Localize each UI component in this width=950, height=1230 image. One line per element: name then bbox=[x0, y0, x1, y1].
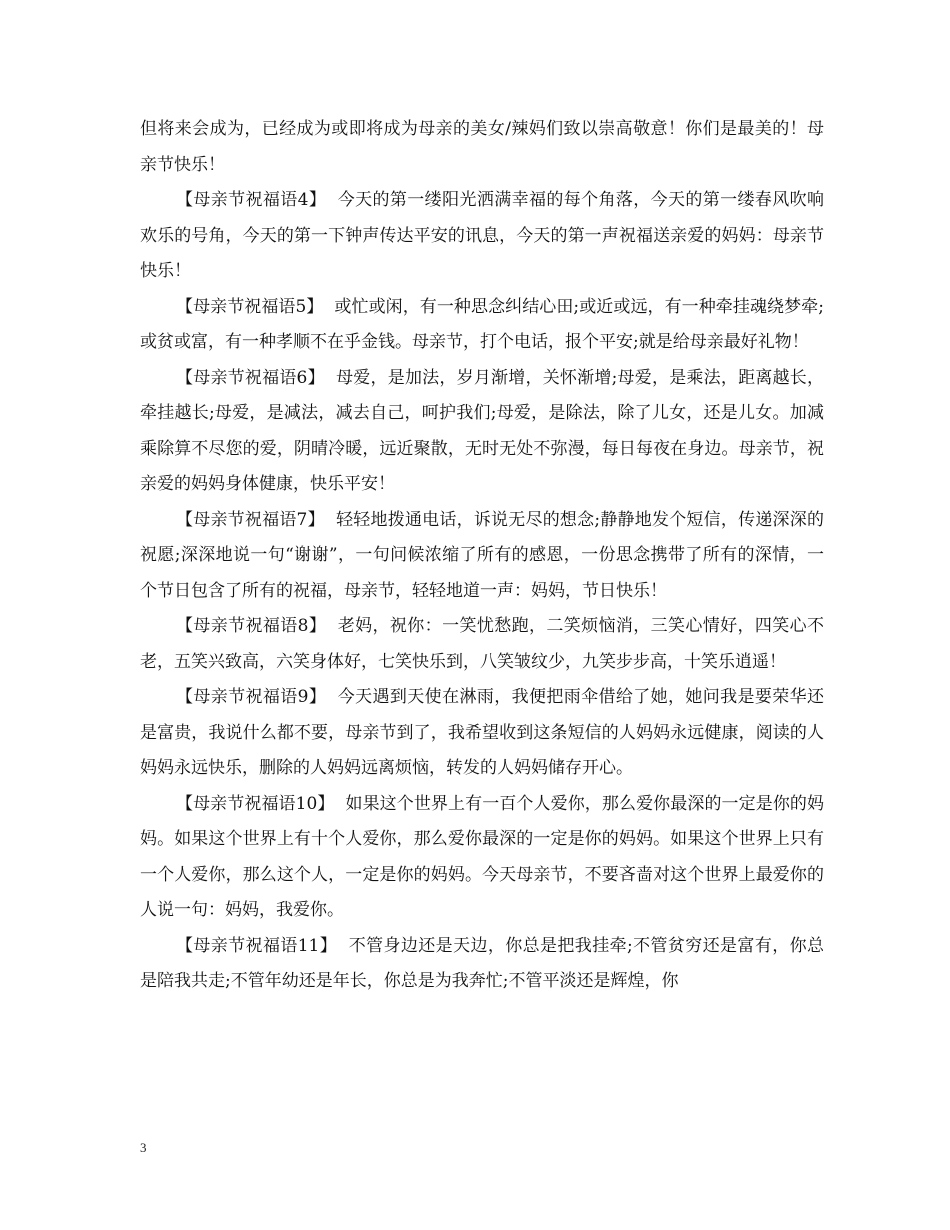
blessing-paragraph-4 bbox=[140, 183, 824, 290]
blessing-text: 老妈，祝你：一笑忧愁跑，二笑烦恼消，三笑心情好，四笑心不老，五笑兴致高，六笑身体好，七笑快乐到，八笑皱纹少，九笑步步高，十笑乐逍遥！ bbox=[140, 616, 824, 672]
blessing-paragraph-11 bbox=[140, 929, 824, 1000]
blessing-paragraph-9 bbox=[140, 680, 824, 787]
continuation-paragraph: 但将来会成为，已经成为或即将成为母亲的美女/辣妈们致以崇高敬意！你们是最美的！母亲节快乐！ bbox=[140, 119, 824, 175]
blessing-text: 轻轻地拨通电话，诉说无尽的想念;静静地发个短信，传递深深的祝愿;深深地说一句“谢谢”，一句问候浓缩了所有的感恩，一份思念携带了所有的深情，一个节日包含了所有的祝福，母亲节，轻轻地道一声：妈妈，节日快乐！ bbox=[140, 509, 824, 601]
blessing-text: 如果这个世界上有一百个人爱你，那么爱你最深的一定是你的妈妈。如果这个世界上有十个人爱你，那么爱你最深的一定是你的妈妈。如果这个世界上只有一个人爱你，那么这个人，一定是你的妈妈。今天母亲节，不要吝啬对这个世界上最爱你的人说一句：妈妈，我爱你。 bbox=[140, 793, 825, 920]
blessing-heading: 【母亲节祝福语6】 bbox=[176, 367, 325, 388]
blessing-paragraph-10 bbox=[140, 787, 824, 929]
blessing-heading: 【母亲节祝福语11】 bbox=[176, 935, 338, 956]
blessing-text: 母爱，是加法，岁月渐增，关怀渐增;母爱，是乘法，距离越长，牵挂越长;母爱，是减法，减去自己，呵护我们;母爱，是除法，除了儿女，还是儿女。加减乘除算不尽您的爱，阴晴冷暖，远近聚散，无时无处不弥漫，每日每夜在身边。母亲节，祝亲爱的妈妈身体健康，快乐平安！ bbox=[140, 367, 824, 494]
blessing-text: 不管身边还是天边，你总是把我挂牵;不管贫穷还是富有，你总是陪我共走;不管年幼还是年长，你总是为我奔忙;不管平淡还是辉煌，你 bbox=[140, 935, 824, 991]
blessing-heading: 【母亲节祝福语4】 bbox=[176, 190, 327, 210]
blessing-heading: 【母亲节祝福语7】 bbox=[176, 509, 325, 530]
document-body bbox=[140, 112, 824, 1000]
blessing-text: 今天遇到天使在淋雨，我便把雨伞借给了她，她问我是要荣华还是富贵，我说什么都不要，母亲节到了，我希望收到这条短信的人妈妈永远健康，阅读的人妈妈永远快乐，删除的人妈妈远离烦恼，转发的人妈妈储存开心。 bbox=[140, 687, 824, 778]
blessing-paragraph-8 bbox=[140, 609, 824, 680]
blessing-paragraph-7 bbox=[140, 503, 824, 610]
blessing-heading: 【母亲节祝福语10】 bbox=[176, 793, 335, 814]
blessing-heading: 【母亲节祝福语5】 bbox=[176, 296, 324, 317]
blessing-heading: 【母亲节祝福语8】 bbox=[176, 616, 327, 636]
blessing-paragraph-6 bbox=[140, 361, 824, 503]
blessing-paragraph-5 bbox=[140, 290, 824, 361]
blessing-text: 今天的第一缕阳光洒满幸福的每个角落，今天的第一缕春风吹响欢乐的号角，今天的第一下钟声传达平安的讯息，今天的第一声祝福送亲爱的妈妈：母亲节快乐！ bbox=[140, 190, 824, 281]
page-number: 3 bbox=[140, 1140, 147, 1155]
blessing-heading: 【母亲节祝福语9】 bbox=[176, 687, 327, 707]
blessing-text: 或忙或闲，有一种思念纠结心田;或近或远，有一种牵挂魂绕梦牵;或贫或富，有一种孝顺不在乎金钱。母亲节，打个电话，报个平安;就是给母亲最好礼物！ bbox=[140, 296, 824, 352]
